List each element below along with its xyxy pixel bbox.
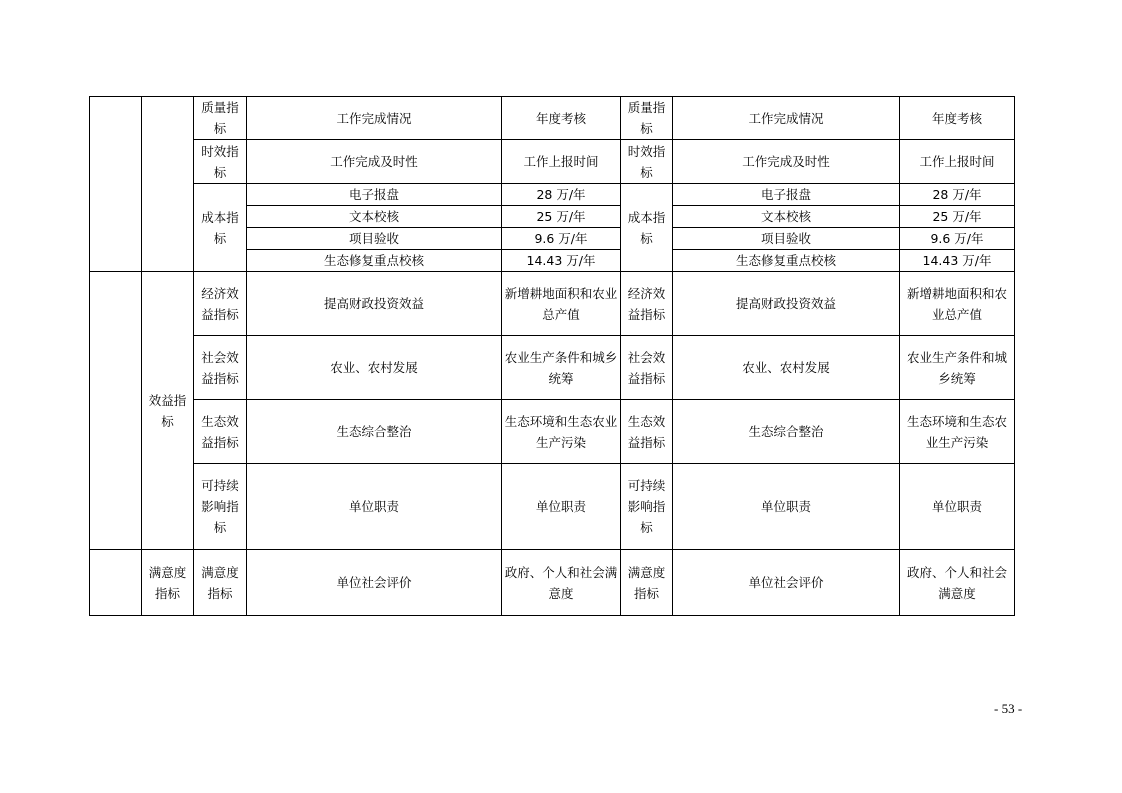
indicator-content: 工作完成及时性 <box>673 140 900 184</box>
indicator-content: 单位社会评价 <box>673 550 900 616</box>
benefit-group-label: 效益指标 <box>142 272 194 550</box>
indicator-label: 经济效益指标 <box>621 272 673 336</box>
indicator-standard: 生态环境和生态农业生产污染 <box>502 400 621 464</box>
indicator-standard: 政府、个人和社会满意度 <box>502 550 621 616</box>
cost-item-value: 28 万/年 <box>900 184 1015 206</box>
indicator-content: 生态综合整治 <box>247 400 502 464</box>
indicator-label: 经济效益指标 <box>194 272 247 336</box>
indicator-label: 质量指标 <box>194 97 247 140</box>
indicator-standard: 政府、个人和社会满意度 <box>900 550 1015 616</box>
indicator-standard: 农业生产条件和城乡统筹 <box>502 336 621 400</box>
table-row <box>90 464 1015 550</box>
indicator-standard: 工作上报时间 <box>502 140 621 184</box>
page-number: - 53 - <box>994 701 1023 716</box>
indicator-standard: 年度考核 <box>502 97 621 140</box>
indicator-content: 工作完成情况 <box>673 97 900 140</box>
indicator-standard: 工作上报时间 <box>900 140 1015 184</box>
cost-item-value: 28 万/年 <box>502 184 621 206</box>
cost-item-name: 电子报盘 <box>673 184 900 206</box>
indicator-content: 农业、农村发展 <box>247 336 502 400</box>
indicator-standard: 农业生产条件和城乡统筹 <box>900 336 1015 400</box>
indicator-content: 生态综合整治 <box>673 400 900 464</box>
cost-item-name: 生态修复重点校核 <box>247 250 502 272</box>
table-row <box>90 140 1015 184</box>
indicator-label: 成本指标 <box>621 184 673 272</box>
indicator-standard: 新增耕地面积和农业总产值 <box>900 272 1015 336</box>
cost-item-name: 电子报盘 <box>247 184 502 206</box>
indicator-label: 可持续影响指标 <box>194 464 247 550</box>
indicator-label: 时效指标 <box>194 140 247 184</box>
cost-item-value: 25 万/年 <box>900 206 1015 228</box>
indicator-label: 时效指标 <box>621 140 673 184</box>
cost-item-name: 项目验收 <box>247 228 502 250</box>
blank-category-cell <box>90 272 142 550</box>
cost-item-name: 文本校核 <box>247 206 502 228</box>
cost-item-value: 9.6 万/年 <box>900 228 1015 250</box>
indicator-content: 提高财政投资效益 <box>673 272 900 336</box>
indicator-content: 工作完成情况 <box>247 97 502 140</box>
indicator-content: 工作完成及时性 <box>247 140 502 184</box>
performance-indicator-table <box>89 96 1015 616</box>
indicator-label: 社会效益指标 <box>621 336 673 400</box>
cost-item-name: 生态修复重点校核 <box>673 250 900 272</box>
cost-item-name: 文本校核 <box>673 206 900 228</box>
cost-item-value: 9.6 万/年 <box>502 228 621 250</box>
indicator-label: 成本指标 <box>194 184 247 272</box>
cost-item-value: 14.43 万/年 <box>900 250 1015 272</box>
indicator-content: 单位社会评价 <box>247 550 502 616</box>
table-row <box>90 272 1015 336</box>
cost-item-value: 14.43 万/年 <box>502 250 621 272</box>
indicator-label: 社会效益指标 <box>194 336 247 400</box>
indicator-content: 单位职责 <box>247 464 502 550</box>
indicator-label: 满意度指标 <box>621 550 673 616</box>
cost-item-value: 25 万/年 <box>502 206 621 228</box>
blank-subcategory-cell <box>142 97 194 272</box>
indicator-label: 可持续影响指标 <box>621 464 673 550</box>
indicator-label: 质量指标 <box>621 97 673 140</box>
indicator-label: 满意度指标 <box>194 550 247 616</box>
satisfaction-group-label: 满意度指标 <box>142 550 194 616</box>
table-row <box>90 336 1015 400</box>
blank-category-cell <box>90 550 142 616</box>
indicator-standard: 年度考核 <box>900 97 1015 140</box>
cost-item-name: 项目验收 <box>673 228 900 250</box>
indicator-label: 生态效益指标 <box>194 400 247 464</box>
indicator-standard: 单位职责 <box>900 464 1015 550</box>
indicator-label: 生态效益指标 <box>621 400 673 464</box>
indicator-content: 单位职责 <box>673 464 900 550</box>
table-row <box>90 400 1015 464</box>
indicator-standard: 新增耕地面积和农业总产值 <box>502 272 621 336</box>
table-row <box>90 97 1015 140</box>
indicator-standard: 生态环境和生态农业生产污染 <box>900 400 1015 464</box>
indicator-content: 提高财政投资效益 <box>247 272 502 336</box>
indicator-standard: 单位职责 <box>502 464 621 550</box>
blank-category-cell <box>90 97 142 272</box>
indicator-content: 农业、农村发展 <box>673 336 900 400</box>
table-row <box>90 184 1015 206</box>
table-row <box>90 550 1015 616</box>
